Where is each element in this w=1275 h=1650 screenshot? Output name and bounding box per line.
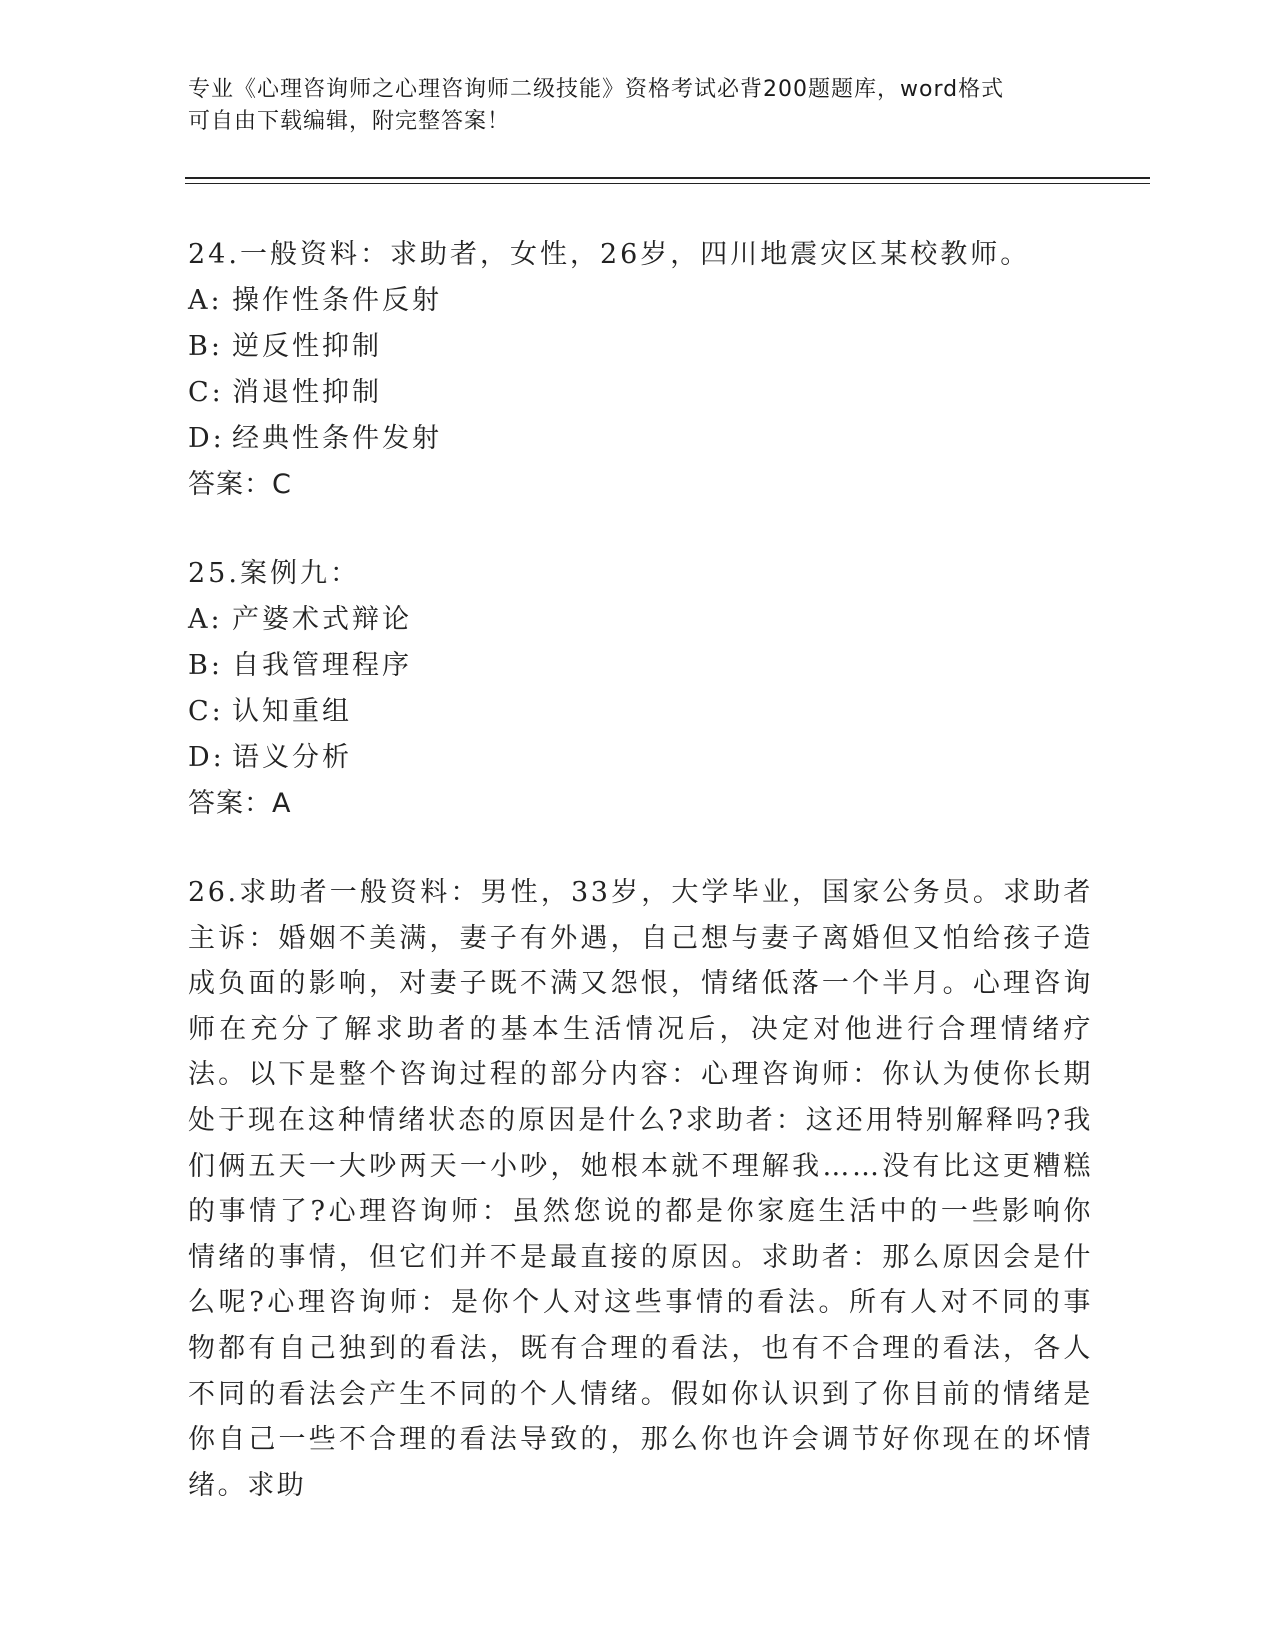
header-divider-thin	[185, 183, 1150, 184]
question-25	[188, 551, 412, 827]
option-key: C:	[188, 377, 224, 408]
option-key: B:	[188, 331, 223, 362]
option-text: 语义分析	[232, 742, 352, 773]
option-a	[188, 597, 412, 643]
option-text: 逆反性抑制	[232, 331, 382, 362]
header-divider	[185, 177, 1150, 179]
option-text: 自我管理程序	[232, 650, 412, 681]
option-a	[188, 278, 1030, 324]
option-key: C:	[188, 696, 224, 727]
option-key: A:	[188, 285, 223, 316]
option-text: 认知重组	[232, 696, 352, 727]
option-b	[188, 643, 412, 689]
question-24	[188, 232, 1030, 508]
question-stem: 25.案例九：	[188, 558, 360, 589]
option-key: B:	[188, 650, 223, 681]
option-text: 产婆术式辩论	[232, 604, 412, 635]
option-b	[188, 324, 1030, 370]
option-c	[188, 370, 1030, 416]
option-text: 经典性条件发射	[232, 423, 442, 454]
option-d	[188, 735, 412, 781]
document-header	[188, 74, 1088, 138]
option-key: D:	[188, 423, 225, 454]
answer-line: 答案：A	[188, 788, 292, 819]
option-key: D:	[188, 742, 225, 773]
header-line-2: 可自由下载编辑，附完整答案！	[188, 109, 511, 134]
option-key: A:	[188, 604, 223, 635]
option-c	[188, 689, 412, 735]
answer-line: 答案：C	[188, 469, 292, 500]
option-d	[188, 416, 1030, 462]
question-26	[188, 870, 1093, 1508]
question-stem: 24.一般资料：求助者，女性，26岁，四川地震灾区某校教师。	[188, 239, 1031, 270]
option-text: 操作性条件反射	[232, 285, 442, 316]
header-line-1: 专业《心理咨询师之心理咨询师二级技能》资格考试必背200题题库，word格式	[188, 77, 1005, 102]
question-stem: 26.求助者一般资料：男性，33岁，大学毕业，国家公务员。求助者主诉：婚姻不美满，妻子有外遇，自己想与妻子离婚但又怕给孩子造成负面的影响，对妻子既不满又怨恨，情绪低落一个半月。心理咨询师在充分了解求助者的基本生活情况后，决定对他进行合理情绪疗法。以下是整个咨询过程的部分内容：心理咨询师：你认为使你长期处于现在这种情绪状态的原因是什么?求助者：这还用特别解释吗?我们俩五天一大吵两天一小吵，她根本就不理解我……没有比这更糟糕的事情了?心理咨询师：虽然您说的都是你家庭生活中的一些影响你情绪的事情，但它们并不是最直接的原因。求助者：那么原因会是什么呢?心理咨询师：是你个人对这些事情的看法。所有人对不同的事物都有自己独到的看法，既有合理的看法，也有不合理的看法，各人不同的看法会产生不同的个人情绪。假如你认识到了你目前的情绪是你自己一些不合理的看法导致的，那么你也许会调节好你现在的坏情绪。求助	[188, 877, 1093, 1501]
option-text: 消退性抑制	[232, 377, 382, 408]
